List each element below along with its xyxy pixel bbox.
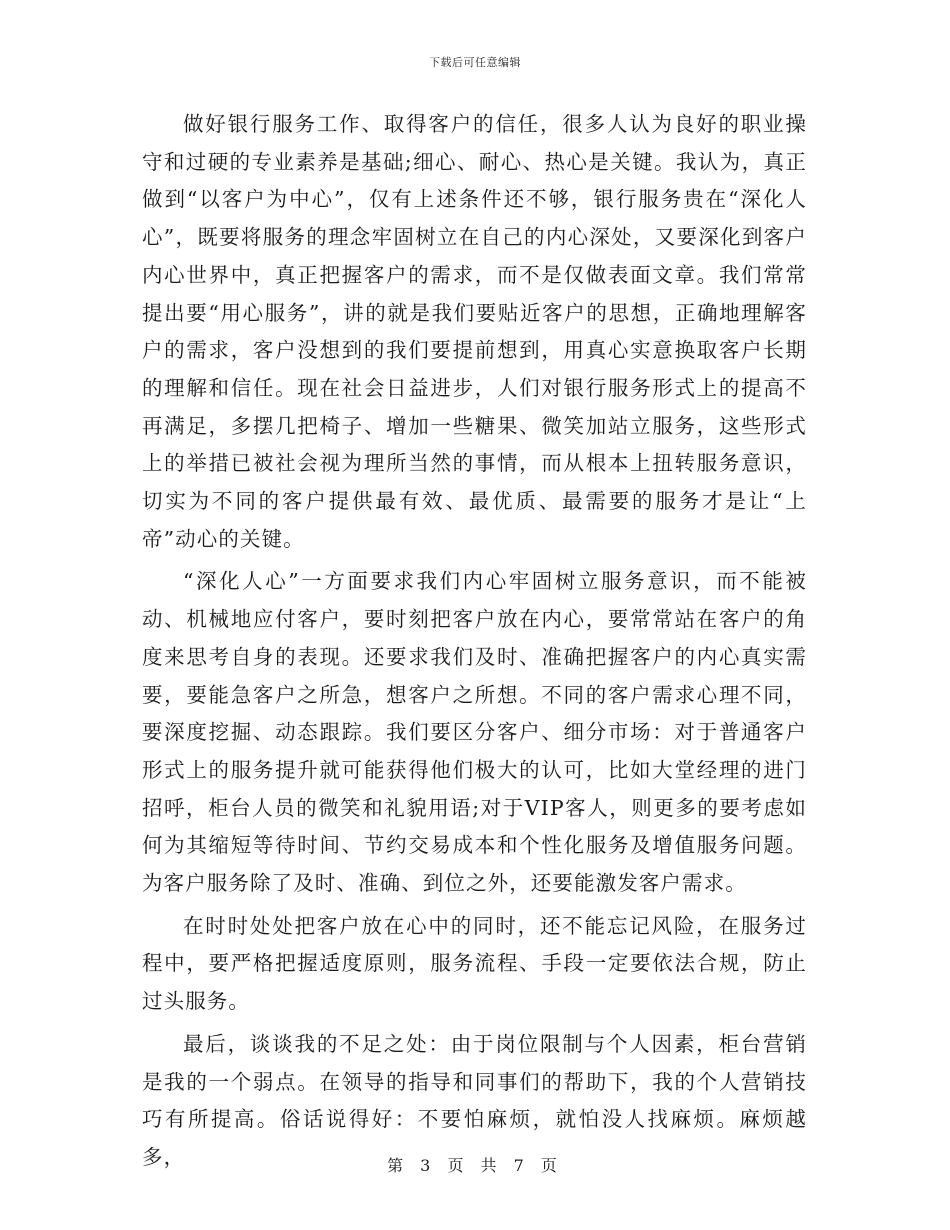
page-header-note: 下载后可任意编辑 (429, 56, 521, 69)
paragraph-4: 最后，谈谈我的不足之处：由于岗位限制与个人因素，柜台营销是我的一个弱点。在领导的指导和同事们的帮助下，我的个人营销技巧有所提高。俗话说得好：不要怕麻烦，就怕没人找麻烦。麻烦越多， (142, 1031, 807, 1169)
paragraph-1: 做好银行服务工作、取得客户的信任，很多人认为良好的职业操守和过硬的专业素养是基础;细心、耐心、热心是关键。我认为，真正做到“以客户为中心”，仅有上述条件还不够，银行服务贵在“深化人心”，既要将服务的理念牢固树立在自己的内心深处，又要深化到客户内心世界中，真正把握客户的需求，而不是仅做表面文章。我们常常提出要“用心服务”，讲的就是我们要贴近客户的思想，正确地理解客户的需求，客户没想到的我们要提前想到，用真心实意换取客户长期的理解和信任。现在社会日益进步，人们对银行服务形式上的提高不再满足，多摆几把椅子、增加一些糖果、微笑加站立服务，这些形式上的举措已被社会视为理所当然的事情，而从根本上扭转服务意识，切实为不同的客户提供最有效、最优质、最需要的服务才是让“上帝”动心的关键。 (142, 112, 807, 551)
paragraph-2: “深化人心”一方面要求我们内心牢固树立服务意识，而不能被动、机械地应付客户，要时刻把客户放在内心，要常常站在客户的角度来思考自身的表现。还要求我们及时、准确把握客户的内心真实需要，要能急客户之所急，想客户之所想。不同的客户需求心理不同，要深度挖掘、动态跟踪。我们要区分客户、细分市场：对于普通客户形式上的服务提升就可能获得他们极大的认可，比如大堂经理的进门招呼，柜台人员的微笑和礼貌用语;对于VIP客人，则更多的要考虑如何为其缩短等待时间、节约交易成本和个性化服务及增值服务问题。为客户服务除了及时、准确、到位之外，还要能激发客户需求。 (142, 569, 807, 896)
paragraph-3: 在时时处处把客户放在心中的同时，还不能忘记风险，在服务过程中，要严格把握适度原则，服务流程、手段一定要依法合规，防止过头服务。 (142, 913, 807, 1014)
document-body (142, 106, 807, 1182)
page-number-footer: 第 3 页 共 7 页 (387, 1156, 563, 1175)
